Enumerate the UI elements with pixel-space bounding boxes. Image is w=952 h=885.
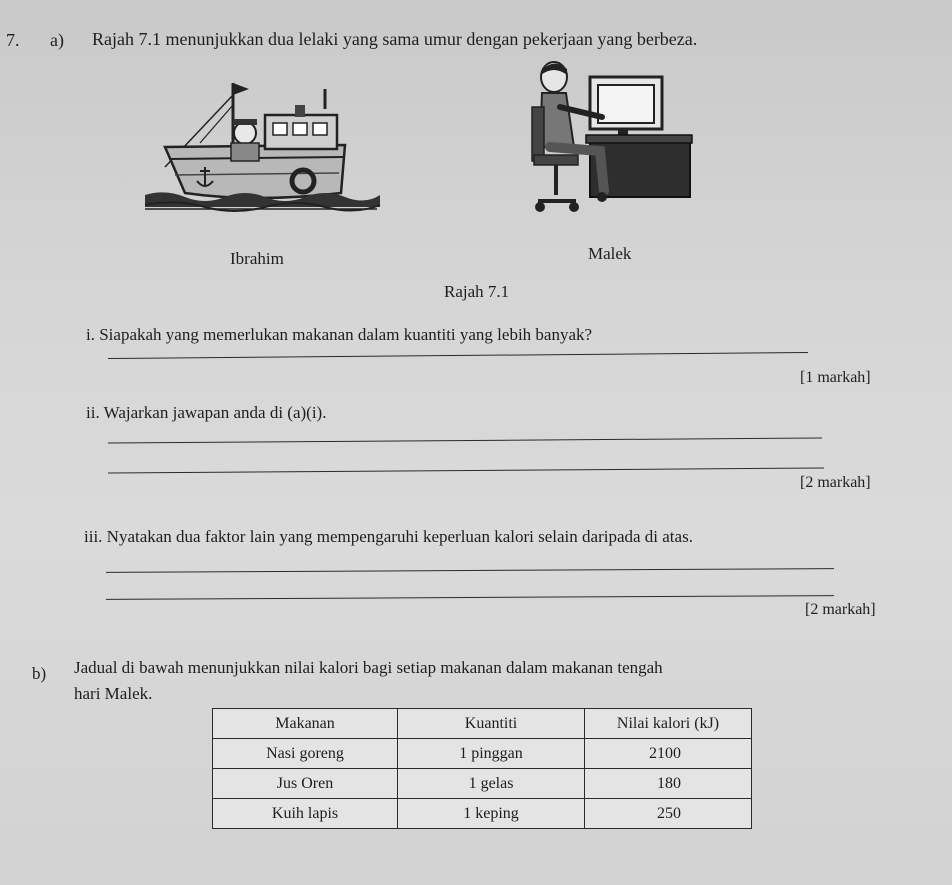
table-cell: 250 — [585, 799, 752, 829]
part-a-intro: Rajah 7.1 menunjukkan dua lelaki yang sama umur dengan pekerjaan yang berbeza. — [92, 29, 698, 49]
question-number: 7. — [6, 30, 20, 50]
table-row — [213, 739, 752, 769]
figure-label-ibrahim: Ibrahim — [230, 249, 284, 268]
sub-question-iii: iii. Nyatakan dua faktor lain yang mempengaruhi keperluan kalori selain daripada di atas. — [84, 527, 693, 546]
marks-i: [1 markah] — [800, 369, 871, 386]
answer-line — [108, 438, 822, 444]
sub-question-i: i. Siapakah yang memerlukan makanan dalam kuantiti yang lebih banyak? — [86, 325, 593, 344]
fisherman-boat-illustration — [145, 75, 385, 225]
answer-line — [108, 468, 824, 474]
part-a-label: a) — [50, 30, 64, 50]
table-cell: 1 pinggan — [398, 739, 585, 769]
table-header-cell: Makanan — [213, 709, 398, 739]
office-worker-illustration — [530, 55, 695, 225]
figure-caption: Rajah 7.1 — [444, 282, 510, 301]
table-cell: 180 — [585, 769, 752, 799]
calorie-table — [212, 708, 752, 829]
marks-iii: [2 markah] — [805, 601, 876, 618]
answer-line — [106, 595, 834, 600]
part-b-text-line2: hari Malek. — [74, 684, 153, 703]
answer-line — [108, 352, 808, 359]
table-cell: Nasi goreng — [213, 739, 398, 769]
table-header-cell: Kuantiti — [398, 709, 585, 739]
table-row — [213, 799, 752, 829]
table-header-row — [213, 709, 752, 739]
table-cell: 2100 — [585, 739, 752, 769]
marks-ii: [2 markah] — [800, 474, 871, 491]
figure-label-malek: Malek — [588, 244, 632, 263]
table-header-cell: Nilai kalori (kJ) — [585, 709, 752, 739]
answer-line — [106, 568, 834, 573]
table-cell: 1 keping — [398, 799, 585, 829]
sub-question-ii: ii. Wajarkan jawapan anda di (a)(i). — [86, 403, 327, 422]
table-cell: 1 gelas — [398, 769, 585, 799]
table-row — [213, 769, 752, 799]
table-cell: Kuih lapis — [213, 799, 398, 829]
part-b-label: b) — [32, 664, 47, 683]
part-b-text-line1: Jadual di bawah menunjukkan nilai kalori bagi setiap makanan dalam makanan tengah — [74, 658, 663, 677]
table-cell: Jus Oren — [213, 769, 398, 799]
